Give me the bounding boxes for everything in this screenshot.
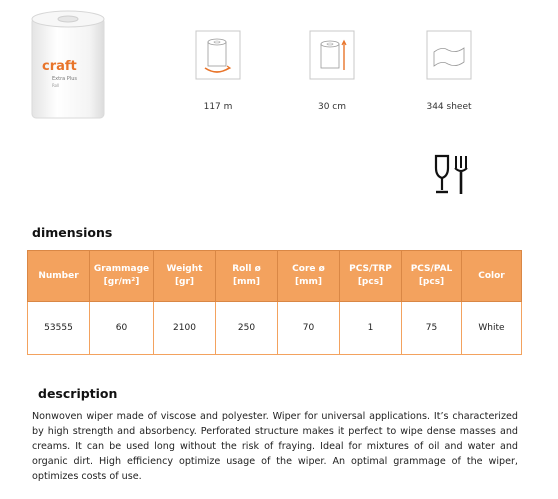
roll-height-label: 30 cm [317, 102, 347, 112]
dimensions-table [27, 250, 522, 355]
cell-weight: 2100 [154, 302, 216, 355]
header-number: Number [28, 251, 90, 302]
header-pcs-trp: PCS/TRP [pcs] [340, 251, 402, 302]
cell-grammage: 60 [90, 302, 154, 355]
table-row [28, 302, 522, 355]
food-contact-icon [432, 154, 472, 196]
header-color: Color [462, 251, 522, 302]
header-pcs-pal: PCS/PAL [pcs] [402, 251, 462, 302]
feature-roll-height [302, 30, 362, 112]
cell-number: 53555 [28, 302, 90, 355]
roll-height-icon [309, 30, 355, 80]
table-header-row [28, 251, 522, 302]
dimensions-heading: dimensions [32, 225, 113, 240]
svg-text:Roll: Roll [52, 83, 60, 88]
feature-sheet-count [414, 30, 484, 112]
cell-roll-diameter: 250 [216, 302, 278, 355]
product-roll-image [28, 8, 108, 124]
sheet-icon [426, 30, 472, 80]
sheet-count-label: 344 sheet [426, 102, 472, 112]
cell-core-diameter: 70 [278, 302, 340, 355]
cell-pcs-trp: 1 [340, 302, 402, 355]
header-core-diameter: Core ø [mm] [278, 251, 340, 302]
cell-pcs-pal: 75 [402, 302, 462, 355]
header-roll-diameter: Roll ø [mm] [216, 251, 278, 302]
header-weight: Weight [gr] [154, 251, 216, 302]
description-heading: description [38, 386, 118, 401]
description-text: Nonwoven wiper made of viscose and polyester. Wiper for universal applications. It’s characterized by high strength and absorbency. Perforated structure makes it perfect to wipe dense masses and creams. It can be used long without the risk of fraying. Ideal for mixtures of oil and water and organic dirt. High efficiency optimize usage of the wiper. An optimal grammage of the wiper, optimizes costs of use. [32, 411, 518, 482]
feature-roll-length [188, 30, 248, 112]
header-grammage: Grammage [gr/m²] [90, 251, 154, 302]
roll-length-label: 117 m [203, 102, 233, 112]
svg-text:craft: craft [42, 59, 77, 74]
cell-color: White [462, 302, 522, 355]
roll-length-icon [195, 30, 241, 80]
svg-text:Extra Plus: Extra Plus [52, 76, 77, 82]
